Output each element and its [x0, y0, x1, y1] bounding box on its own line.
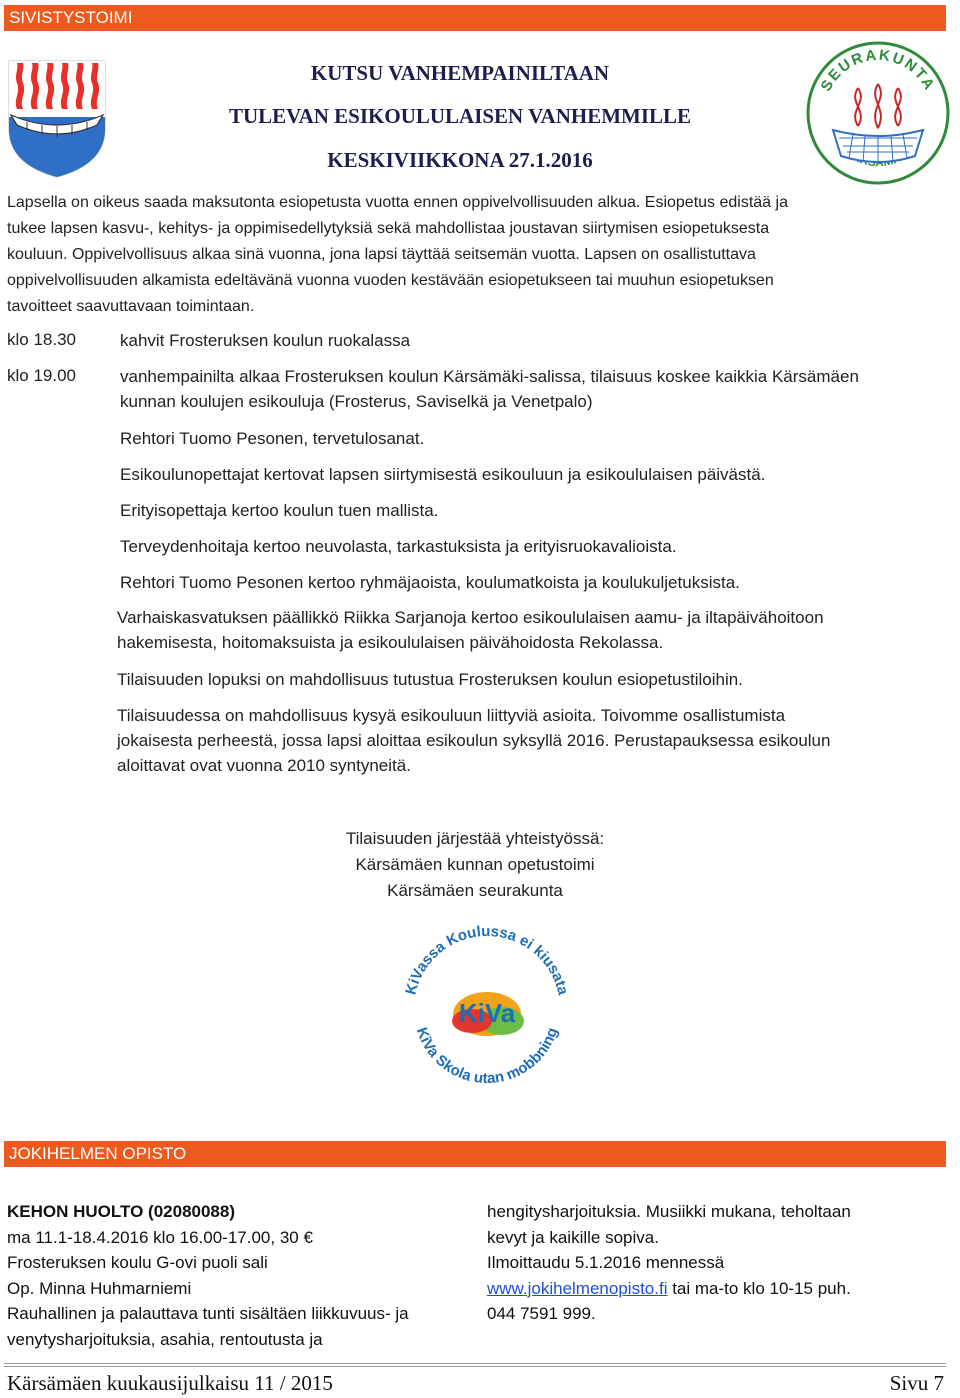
agenda-principal-groups: Rehtori Tuomo Pesonen kertoo ryhmäjaoista, koulumatkoista ja koulukuljetuksista. — [120, 573, 740, 592]
course-schedule: ma 11.1-18.4.2016 klo 16.00-17.00, 30 € — [7, 1227, 313, 1247]
title-line-3: KESKIVIIKKONA 27.1.2016 — [327, 148, 593, 172]
course-description-line: hengitysharjoituksia. Musiikki mukana, teholtaan — [487, 1202, 851, 1221]
agenda-preschool-teachers: Esikoulunopettajat kertovat lapsen siirtymisestä esikouluun ja esikoululaisen päivästä. — [120, 465, 766, 484]
svg-text:SEURAKUNTA: SEURAKUNTA — [817, 46, 939, 95]
section-banner-jokihelmen-opisto: JOKIHELMEN OPISTO — [4, 1141, 946, 1167]
agenda-welcome: Rehtori Tuomo Pesonen, tervetulosanat. — [120, 429, 425, 448]
course-register: Ilmoittaudu 5.1.2016 mennessä — [487, 1253, 725, 1272]
intro-paragraph — [7, 190, 942, 320]
course-description-line: kevyt ja kaikille sopiva. — [487, 1227, 659, 1247]
footer-publication: Kärsämäen kuukausijulkaisu 11 / 2015 — [7, 1371, 333, 1395]
agenda-line: hakemisesta, hoitomaksuista ja esikoululaisen päivähoidosta Rekolassa. — [117, 633, 664, 652]
course-description-line: Rauhallinen ja palauttava tunti sisältäen liikkuvuus- ja — [7, 1304, 409, 1323]
course-title: KEHON HUOLTO (02080088) — [7, 1202, 235, 1221]
organizers-line: Tilaisuuden järjestää yhteistyössä: — [345, 829, 605, 848]
course-phone: 044 7591 999. — [487, 1304, 596, 1323]
agenda-line: jokaisesta perheestä, jossa lapsi aloittaa esikoulun syksyllä 2016. Perustapauksessa esikoulun — [117, 731, 831, 750]
intro-line: kouluun. Oppivelvollisuus alkaa sinä vuonna, jona lapsi täyttää seitsemän vuotta. Lapsen on osallistuttava — [7, 246, 756, 263]
section-banner-sivistystoimi: SIVISTYSTOIMI — [4, 5, 946, 31]
intro-line: tavoitteet saavuttavaan toimintaan. — [7, 298, 255, 315]
agenda-line: kunnan koulujen esikouluja (Frosterus, Saviselkä ja Venetpalo) — [120, 392, 593, 411]
footer-page-number: Sivu 7 — [889, 1371, 944, 1395]
seurakunta-seal-icon — [803, 38, 953, 188]
time-1900: klo 19.00 — [7, 366, 76, 385]
title-line-1: KUTSU VANHEMPAINILTAAN — [310, 61, 610, 85]
organizers-line: Kärsämäen seurakunta — [387, 881, 563, 900]
agenda-line: aloittavat ovat vuonna 2010 syntyneitä. — [117, 756, 411, 775]
agenda-health-nurse: Terveydenhoitaja kertoo neuvolasta, tarkastuksista ja erityisruokavalioista. — [120, 537, 677, 556]
svg-text:KiVa: KiVa — [458, 998, 516, 1028]
footer-divider — [4, 1363, 946, 1364]
course-teacher: Op. Minna Huhmarniemi — [7, 1278, 192, 1298]
course-contact-text: tai ma-to klo 10-15 puh. — [667, 1278, 851, 1298]
intro-line: oppivelvollisuuden alkamista edeltävänä vuonna vuoden kestävään esiopetukseen tai muuhun esiopetuksen — [7, 272, 774, 289]
agenda-daycare — [117, 605, 937, 655]
svg-text:KiVa Skola utan mobbning: KiVa Skola utan mobbning — [412, 1025, 562, 1088]
agenda-tour: Tilaisuuden lopuksi on mahdollisuus tutustua Frosteruksen koulun esiopetustiloihin. — [117, 670, 743, 689]
karsamaki-coat-of-arms-icon — [7, 59, 107, 179]
agenda-line: Varhaiskasvatuksen päällikkö Riikka Sarjanoja kertoo esikoululaisen aamu- ja iltapäivähoitoon — [117, 608, 824, 627]
course-right-column — [487, 1199, 947, 1327]
agenda-line: vanhempainilta alkaa Frosteruksen koulun Kärsämäki-salissa, tilaisuus koskee kaikkia Kärsämäen — [120, 367, 859, 386]
course-place: Frosteruksen koulu G-ovi puoli sali — [7, 1253, 268, 1272]
time-1830: klo 18.30 — [7, 330, 76, 349]
svg-text:KiVassa Koulussa ei kiusata: KiVassa Koulussa ei kiusata — [402, 922, 572, 997]
intro-line: Lapsella on oikeus saada maksutonta esiopetusta vuotta ennen oppivelvollisuuden alkua. Esiopetus edistää ja — [7, 194, 788, 211]
agenda-line: Tilaisuudessa on mahdollisuus kysyä esikouluun liittyviä asioita. Toivomme osallistumista — [117, 706, 786, 725]
course-description-line: venytysharjoituksia, asahia, rentoutusta ja — [7, 1329, 323, 1349]
kiva-logo-icon — [392, 909, 582, 1099]
agenda-coffee: kahvit Frosteruksen koulun ruokalassa — [120, 331, 411, 350]
agenda-special-teacher: Erityisopettaja kertoo koulun tuen mallista. — [120, 501, 439, 520]
title-line-2: TULEVAN ESIKOULULAISEN VANHEMMILLE — [228, 104, 692, 128]
agenda-evening-start — [120, 364, 940, 414]
agenda-questions — [117, 703, 937, 778]
footer-divider — [4, 1366, 946, 1367]
organizers-line: Kärsämäen kunnan opetustoimi — [355, 855, 595, 874]
course-left-column — [7, 1199, 477, 1352]
intro-line: tukee lapsen kasvu-, kehitys- ja oppimisedellytyksiä sekä mahdollistaa joustavan siirtymisen esiopetuksesta — [7, 220, 770, 237]
organizers-block — [250, 826, 700, 904]
course-contact — [487, 1276, 947, 1302]
opisto-website-link[interactable]: www.jokihelmenopisto.fi — [487, 1278, 668, 1298]
